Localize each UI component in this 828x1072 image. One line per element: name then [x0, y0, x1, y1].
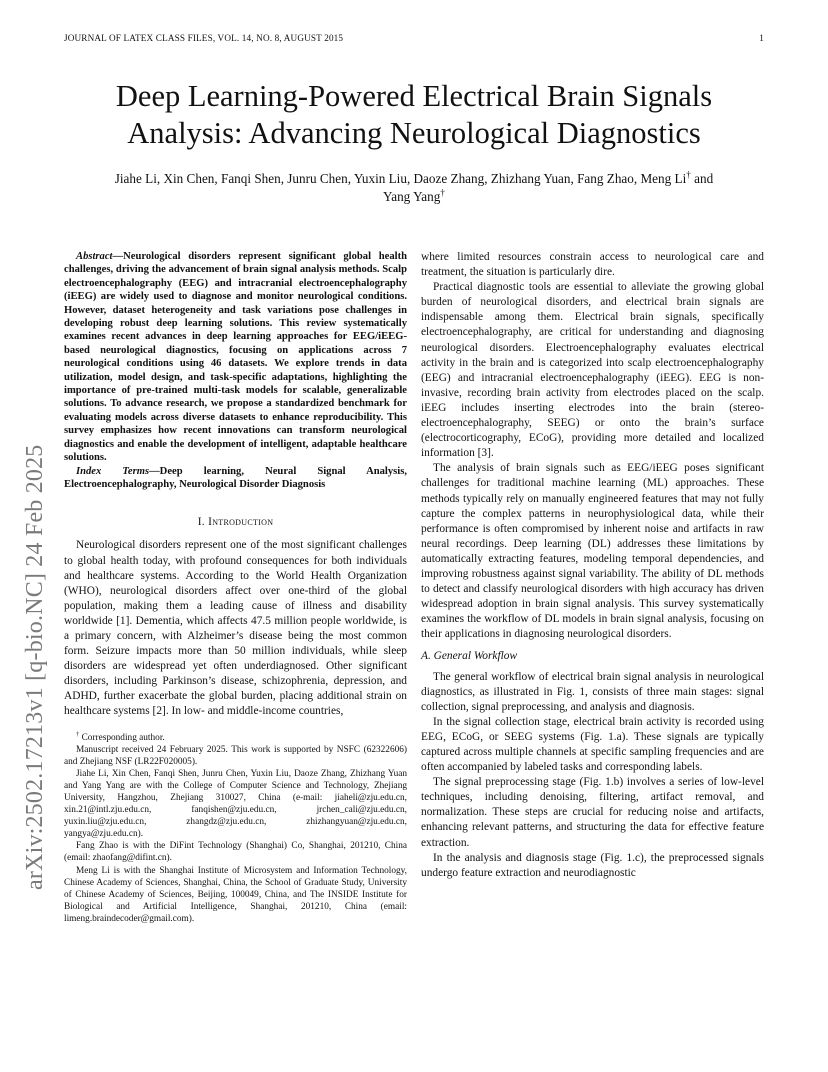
abstract-label: Abstract [76, 251, 113, 262]
index-terms [64, 465, 407, 492]
authors-line-2: Yang Yang [383, 189, 441, 204]
footnote-affiliation-1: Jiahe Li, Xin Chen, Fanqi Shen, Junru Chen, Yuxin Liu, Daoze Zhang, Zhizhang Yuan and Yang Yang are with the College of Computer Science and Technology, Zhejiang University, Hangzhou, Zhejiang 310027, China (e-mail: jiaheli@zju.edu.cn, xin.21@intl.zju.edu.cn, fanqishen@zju.edu.cn, jrchen_cali@zju.edu.cn, yuxin.liu@zju.edu.cn, zhangdz@zju.edu.cn, zhizhangyuan@zju.edu.cn, yangya@zju.edu.cn). [64, 768, 407, 840]
paper-title: Deep Learning-Powered Electrical Brain Signals Analysis: Advancing Neurological Diagnostics [115, 79, 713, 150]
paragraph-signal-collection: In the signal collection stage, electrical brain activity is recorded using EEG, ECoG, or SEEG systems (Fig. 1.a). These signals are typically captured across multiple channels at specific sampling frequencies and are often accompanied by labeled tasks and corresponding labels. [421, 715, 764, 774]
intro-paragraph: Neurological disorders represent one of the most significant challenges to global health today, with profound consequences for both individuals and healthcare systems. According to the World Health Organization (WHO), neurological disorders affect over one-third of the global population, making them a leading cause of illness and disability worldwide [1]. Dementia, which affects 47.5 million people worldwide, is a primary concern, with Alzheimer’s disease being the most common form. Seizure impacts more than 50 million individuals, while sleep disorders are widespread yet often underdiagnosed. Other significant disorders, including Parkinson’s disease, schizophrenia, depression, and ADHD, further exacerbate the global burden, placing additional strain on healthcare systems [2]. In low- and middle-income countries, [64, 539, 407, 718]
author-list [60, 170, 768, 206]
running-header [64, 33, 764, 43]
dagger-mark: † [686, 169, 691, 180]
left-column [64, 250, 407, 925]
footnote-corresponding-text: Corresponding author. [81, 732, 165, 743]
dagger-mark: † [76, 730, 80, 738]
footnote-affiliation-2: Fang Zhao is with the DiFint Technology (Shanghai) Co, Shanghai, 201210, China (email: zhaofang@difint.cn). [64, 841, 407, 864]
footnote-affiliation-3: Meng Li is with the Shanghai Institute of Microsystem and Information Technology, Chinese Academy of Sciences, Shanghai, China, the School of Graduate Study, University of Chinese Academy of Sciences, Beijing, 100049, China, and The INSIDE Institute for Biological and Artificial Intelligence, Shanghai, 201210, China (email: limeng.braindecoder@gmail.com). [64, 865, 407, 924]
page-number: 1 [759, 33, 764, 43]
dagger-mark: † [440, 187, 445, 198]
paragraph-diagnostic-tools: Practical diagnostic tools are essential to alleviate the growing global burden of neurological disorders, and electrical brain signals are indispensable among them. Electrical brain signals, specifically electroencephalography, are critical for understanding and diagnosing neurological disorders. Electroencephalography evaluates electrical activity in the brain and is categorized into scalp electroencephalography (EEG) and intracranial electroencephalography (iEEG). EEG is non-invasive, recording brain activity from electrodes placed on the scalp. iEEG includes inserting electrodes into the brain (stereo-electroencephalography, SEEG) or onto the brain’s surface (electrocorticography, ECoG), providing more detailed and localized information [3]. [421, 281, 764, 460]
right-column [421, 250, 764, 881]
paragraph-analysis-diagnosis: In the analysis and diagnosis stage (Fig. 1.c), the preprocessed signals undergo feature extraction and neurodiagnostic [421, 851, 764, 879]
paragraph-signal-preprocessing: The signal preprocessing stage (Fig. 1.b) involves a series of low-level techniques, including denoising, filtering, artifact removal, and normalization. These steps are crucial for reducing noise and artifacts, enhancing relevant patterns, and structuring the data for effective feature extraction. [421, 776, 764, 849]
section-title: Introduction [208, 516, 274, 529]
abstract [64, 250, 407, 465]
paragraph-workflow-overview: The general workflow of electrical brain signal analysis in neurological diagnostics, as illustrated in Fig. 1, consists of three main stages: signal collection, signal preprocessing, and analysis and diagnosis. [421, 670, 764, 713]
footnote-corresponding [64, 732, 407, 744]
authors-line-1: Jiahe Li, Xin Chen, Fanqi Shen, Junru Chen, Yuxin Liu, Daoze Zhang, Zhizhang Yuan, Fang Zhao, Meng Li [114, 171, 687, 186]
footnote-manuscript: Manuscript received 24 February 2025. This work is supported by NSFC (62322606) and Zhejiang NSF (LR22F020005). [64, 744, 407, 767]
arxiv-identifier[interactable]: arXiv:2502.17213v1 [q-bio.NC] 24 Feb 2025 [22, 444, 48, 890]
footnotes [64, 732, 407, 926]
journal-name: JOURNAL OF LATEX CLASS FILES, VOL. 14, NO. 8, AUGUST 2015 [64, 33, 344, 43]
subsection-heading-general-workflow: A. General Workflow [421, 650, 518, 663]
index-terms-label: Index Terms [76, 465, 150, 477]
abstract-text: —Neurological disorders represent significant global health challenges, driving the advancement of brain signal analysis methods. Scalp electroencephalography (EEG) and intracranial electroencephalography (iEEG) are widely used to diagnose and monitor neurological conditions. However, dataset heterogeneity and task variations pose challenges in developing robust deep learning solutions. This review systematically examines recent advances in deep learning approaches for EEG/iEEG-based neurological diagnostics, focusing on applications across 7 neurological conditions using 46 datasets. We explore trends in data utilization, model design, and task-specific adaptations, highlighting the importance of pre-trained multi-task models for scalable, generalizable solutions. To advance research, we propose a standardized benchmark for evaluating models across diverse datasets to enhance reproducibility. This survey emphasizes how recent innovations can transform neurological diagnostics and enable the development of intelligent, adaptable healthcare solutions. [64, 251, 407, 464]
index-terms-text: —Deep learning, Neural Signal Analysis, Electroencephalography, Neurological Disorder Diagnosis [64, 465, 407, 490]
intro-continuation: where limited resources constrain access to neurological care and treatment, the situation is particularly dire. [421, 251, 764, 279]
authors-and: and [690, 171, 714, 186]
section-number: I. [197, 516, 209, 529]
paragraph-brain-signal-analysis: The analysis of brain signals such as EEG/iEEG poses significant challenges for traditional machine learning (ML) approaches. These methods typically rely on manually engineered features that may not fully capture the complex patterns in neurophysiological data, while their performance is often compromised by inherent noise and artifacts in raw neural recordings. Deep learning (DL) addresses these limitations by automatically extracting features, modeling temporal dependencies, and improving robustness against signal variability. The ability of DL methods to detect and classify neurological disorders with high accuracy has driven widespread adoption in brain signal analysis. This survey systematically examines the workflow of DL models in brain signal analysis, focusing on their applications in diagnosing neurological disorders. [421, 462, 764, 641]
section-heading-introduction [64, 515, 407, 530]
